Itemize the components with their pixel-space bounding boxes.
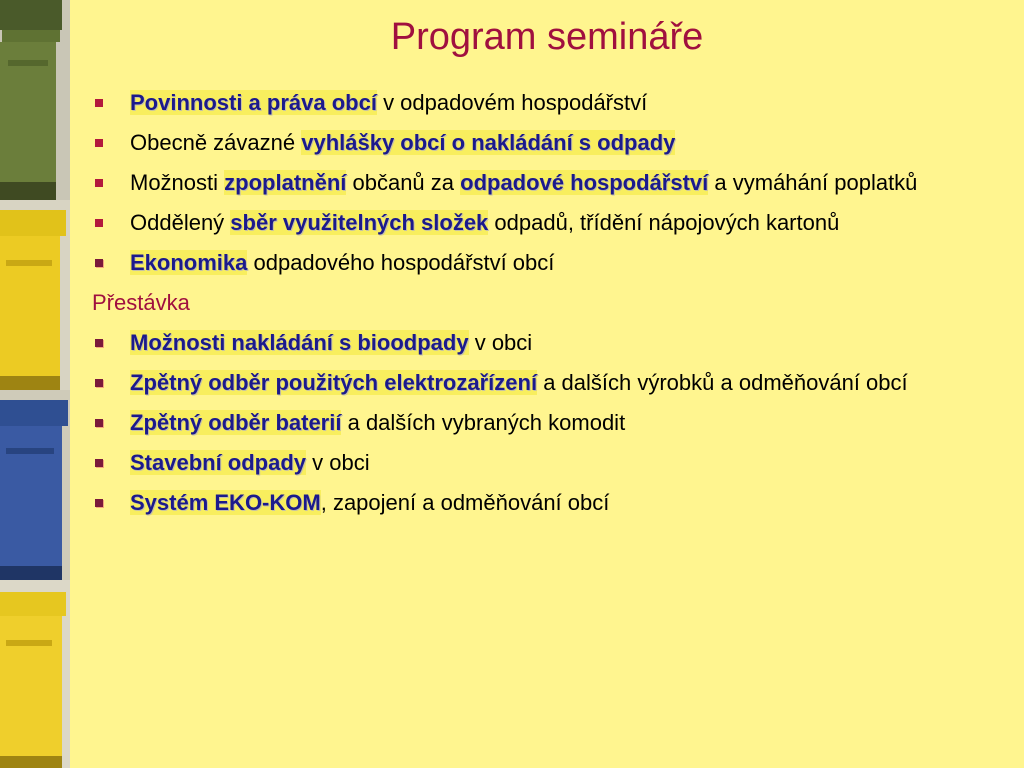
- square-bullet-icon: [95, 499, 103, 507]
- list-item: Možnosti zpoplatnění občanů za odpadové hospodářství a vymáhání poplatků: [92, 170, 972, 195]
- square-bullet-icon: [95, 339, 103, 347]
- square-bullet-icon: [95, 219, 103, 227]
- slide-title: Program semináře: [390, 16, 704, 58]
- list-item: Oddělený sběr využitelných složek odpadů, třídění nápojových kartonů: [92, 210, 972, 235]
- square-bullet-icon: [95, 459, 103, 467]
- square-bullet-icon: [95, 139, 103, 147]
- list-item: Systém EKO-KOM, zapojení a odměňování obcí: [92, 490, 972, 515]
- list-item: Stavební odpady v obci: [92, 450, 972, 475]
- square-bullet-icon: [95, 379, 103, 387]
- square-bullet-icon: [95, 419, 103, 427]
- blue-bin-icon: [0, 390, 70, 580]
- yellow-bin-icon: [0, 580, 70, 768]
- square-bullet-icon: [95, 179, 103, 187]
- list-item: Zpětný odběr použitých elektrozařízení a dalších výrobků a odměňování obcí: [92, 370, 972, 395]
- list-item: Ekonomika odpadového hospodářství obcí: [92, 250, 972, 275]
- yellow-bin-icon: [0, 200, 70, 390]
- green-bin-icon: [0, 0, 70, 200]
- break-label: Přestávka: [92, 290, 190, 315]
- square-bullet-icon: [95, 99, 103, 107]
- waste-bins-image: [0, 0, 70, 768]
- list-item: Možnosti nakládání s bioodpady v obci: [92, 330, 972, 355]
- list-item: Obecně závazné vyhlášky obcí o nakládání s odpady: [92, 130, 972, 155]
- square-bullet-icon: [95, 259, 103, 267]
- list-item: Povinnosti a práva obcí v odpadovém hospodářství: [92, 90, 972, 115]
- list-item: Zpětný odběr baterií a dalších vybraných komodit: [92, 410, 972, 435]
- agenda-list: [92, 90, 972, 530]
